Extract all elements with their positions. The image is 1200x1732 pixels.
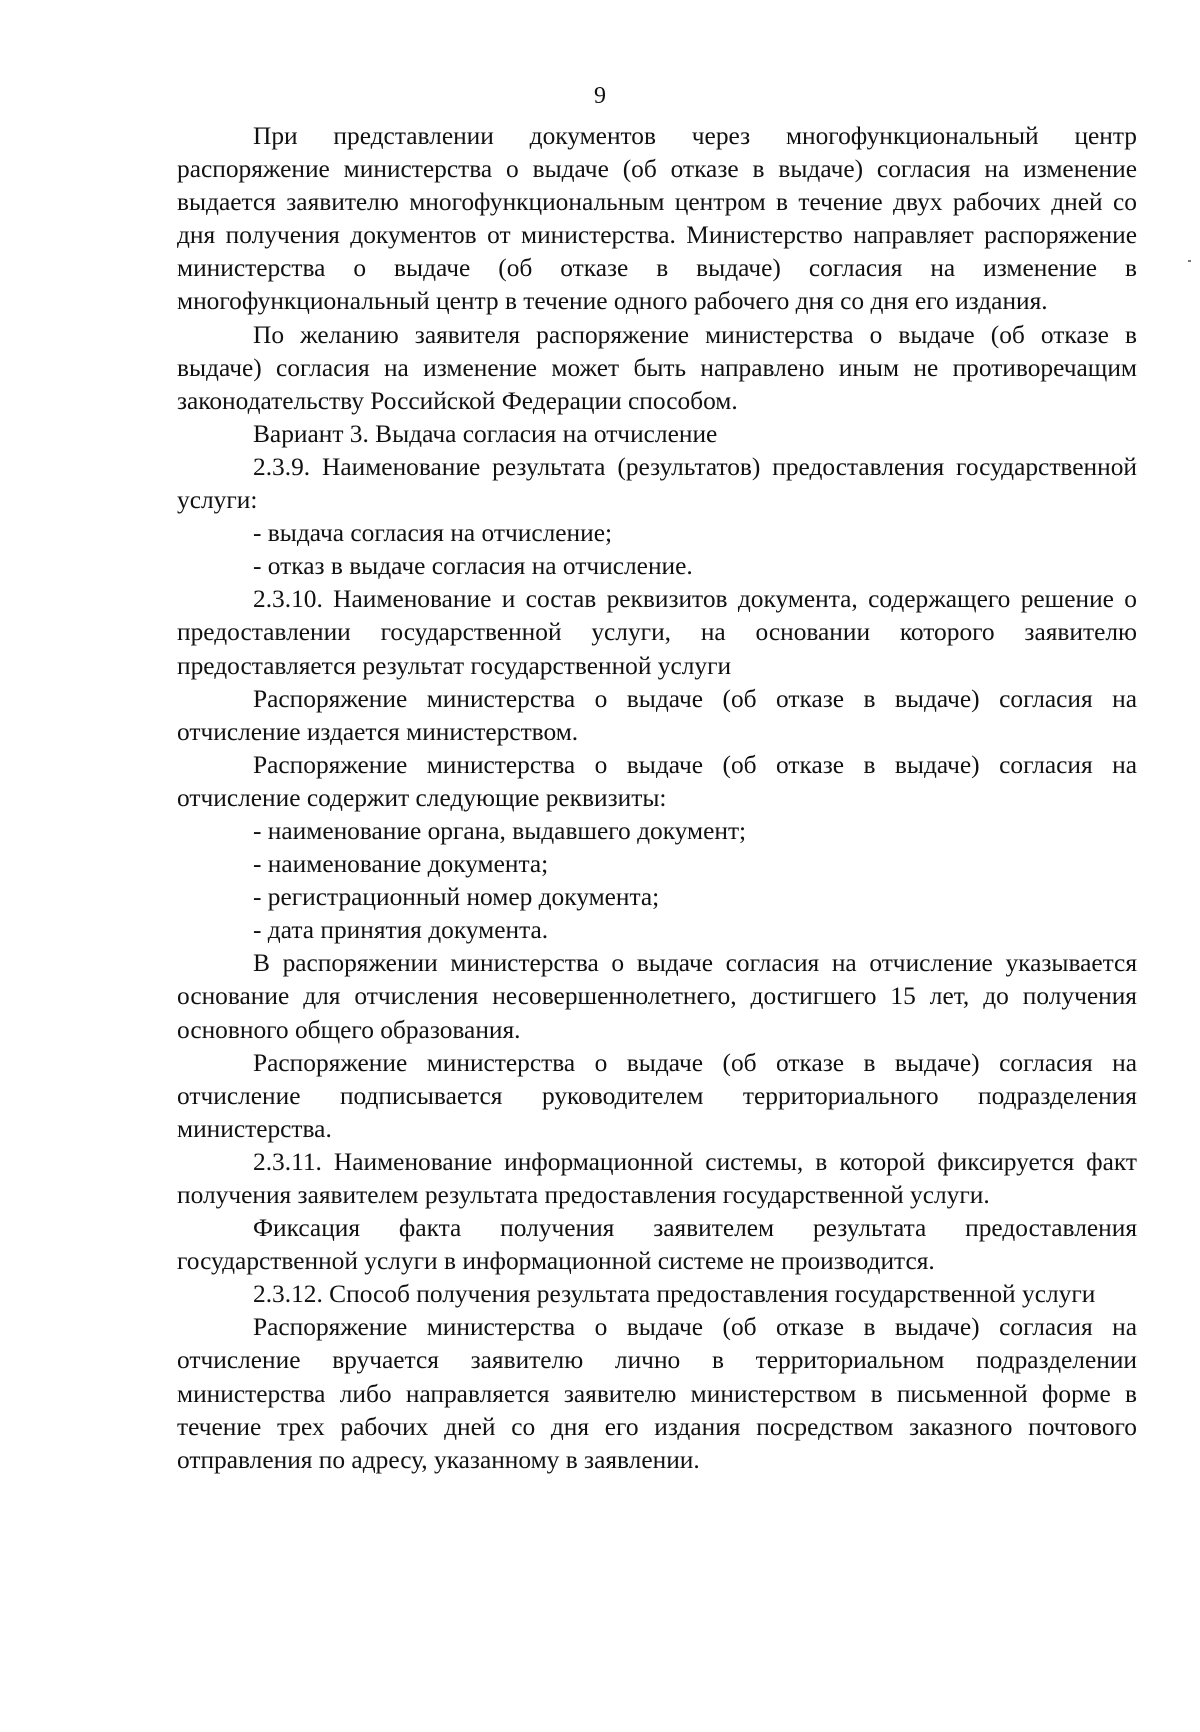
list-item-document-name: - наименование документа; — [253, 850, 549, 879]
list-item-authority-name: - наименование органа, выдавшего документ; — [253, 816, 747, 845]
paragraph-order-issued: Распоряжение министерства о выдаче (об отказе в выдаче) согласия на отчисление издается министерством. — [177, 684, 1137, 746]
page-number: 9 — [594, 83, 606, 109]
list-item-registration-number: - регистрационный номер документа; — [253, 883, 660, 912]
section-2-3-10: 2.3.10. Наименование и состав реквизитов документа, содержащего решение о предоставлении государственной услуги, на основании которого заявителю предоставляется результат государственной услуги — [177, 585, 1137, 680]
paragraph-order-requisites: Распоряжение министерства о выдаче (об отказе в выдаче) согласия на отчисление содержит следующие реквизиты: — [177, 750, 1137, 812]
section-2-3-9: 2.3.9. Наименование результата (результатов) предоставления государственной услуги: — [177, 452, 1137, 515]
paragraph-expulsion-reason: В распоряжении министерства о выдаче согласия на отчисление указывается основание для отчисления несовершеннолетнего, достигшего 15 лет, до получения основного общего образования. — [177, 949, 1137, 1044]
scan-speck — [1188, 260, 1191, 262]
paragraph-no-fixation: Фиксация факта получения заявителем результата предоставления государственной услуги в информационной системе не производится. — [177, 1214, 1137, 1276]
paragraph-order-signed: Распоряжение министерства о выдаче (об отказе в выдаче) согласия на отчисление подписывается руководителем территориального подразделения министерства. — [177, 1048, 1137, 1143]
list-item-issue-consent: - выдача согласия на отчисление; — [253, 519, 613, 548]
paragraph-delivery-method: Распоряжение министерства о выдаче (об отказе в выдаче) согласия на отчисление вручается заявителю лично в территориальном подразделении министерства либо направляется заявителю министерством в письменной форме в течение трех рабочих дней со дня его издания посредством заказного почтового отправления по адресу, указанному в заявлении. — [177, 1313, 1137, 1474]
list-item-refuse-consent: - отказ в выдаче согласия на отчисление. — [253, 552, 693, 581]
list-item-adoption-date: - дата принятия документа. — [253, 916, 549, 945]
paragraph-other-method: По желанию заявителя распоряжение министерства о выдаче (об отказе в выдаче) согласия на изменение может быть направлено иным не противоречащим законодательству Российской Федерации способом. — [177, 320, 1137, 415]
section-2-3-12: 2.3.12. Способ получения результата предоставления государственной услуги — [253, 1280, 1096, 1309]
paragraph-mfc-delivery: При представлении документов через многофункциональный центр распоряжение министерства о выдаче (об отказе в выдаче) согласия на изменение выдается заявителю многофункциональным центром в течение двух рабочих дней со дня получения документов от министерства. Министерство направляет распоряжение министерства о выдаче (об отказе в выдаче) согласия на изменение в многофункциональный центр в течение одного рабочего дня со дня его издания. — [177, 122, 1137, 316]
section-2-3-11: 2.3.11. Наименование информационной системы, в которой фиксируется факт получения заявителем результата предоставления государственной услуги. — [177, 1147, 1137, 1209]
document-body — [177, 120, 1137, 1477]
variant-3-heading: Вариант 3. Выдача согласия на отчисление — [253, 419, 718, 448]
